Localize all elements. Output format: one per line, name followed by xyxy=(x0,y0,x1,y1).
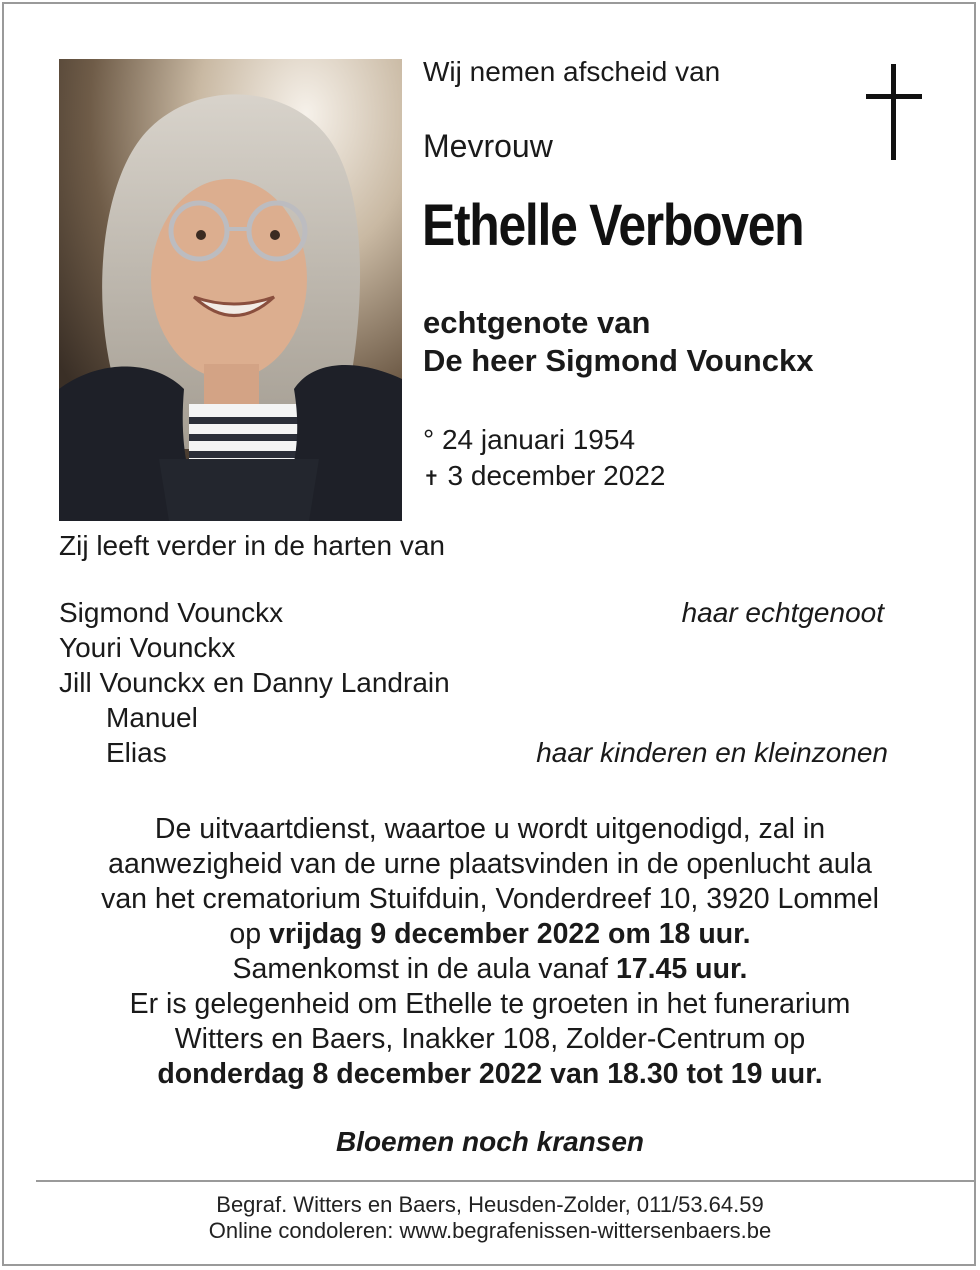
flowers-note: Bloemen noch kransen xyxy=(335,1126,645,1157)
honorific: Mevrouw xyxy=(423,128,553,164)
notice-line xyxy=(40,952,940,987)
spouse-line-1: echtgenote van xyxy=(423,305,651,340)
family-intro: Zij leeft verder in de harten van xyxy=(59,530,445,561)
notice-text: Samenkomst in de aula vanaf xyxy=(232,953,616,985)
portrait-photo xyxy=(59,59,402,521)
deceased-name: Ethelle Verboven xyxy=(422,193,804,258)
funeral-home-info: Begraf. Witters en Baers, Heusden-Zolder, 011/53.64.59 xyxy=(216,1192,764,1217)
family-member: Sigmond Vounckx xyxy=(59,597,284,628)
death-date-line xyxy=(423,458,665,497)
cross-icon xyxy=(866,64,922,160)
funeral-notice xyxy=(40,812,940,1092)
notice-line: De uitvaartdienst, waartoe u wordt uitgenodigd, zal in xyxy=(154,813,826,845)
family-role: haar echtgenoot xyxy=(681,597,884,628)
birth-date: ° 24 januari 1954 xyxy=(423,424,636,455)
visitation-datetime: donderdag 8 december 2022 van 18.30 tot 19 uur. xyxy=(157,1058,823,1090)
notice-line xyxy=(40,1057,940,1092)
notice-line: van het crematorium Stuifduin, Vonderdreef 10, 3920 Lommel xyxy=(101,883,879,915)
notice-line: Witters en Baers, Inakker 108, Zolder-Centrum op xyxy=(174,1023,806,1055)
dates-block xyxy=(423,422,665,497)
death-cross-icon: ✝ xyxy=(423,468,440,490)
spouse-block xyxy=(423,304,813,380)
footer-divider xyxy=(36,1180,974,1182)
gathering-time: 17.45 uur. xyxy=(615,953,748,985)
family-member: Manuel xyxy=(106,702,198,733)
notice-line xyxy=(40,917,940,952)
death-date: 3 december 2022 xyxy=(439,460,666,491)
notice-line: aanwezigheid van de urne plaatsvinden in de openlucht aula xyxy=(108,848,872,880)
notice-line: Er is gelegenheid om Ethelle te groeten in het funerarium xyxy=(129,988,851,1020)
family-role: haar kinderen en kleinzonen xyxy=(536,737,888,768)
notice-text: op xyxy=(229,918,270,950)
family-member: Elias xyxy=(106,737,167,768)
condolence-link[interactable]: Online condoleren: www.begrafenissen-wittersenbaers.be xyxy=(208,1218,772,1243)
intro-text: Wij nemen afscheid van xyxy=(423,56,721,87)
family-member: Jill Vounckx en Danny Landrain xyxy=(59,667,450,698)
service-datetime: vrijdag 9 december 2022 om 18 uur. xyxy=(269,918,751,950)
spouse-line-2: De heer Sigmond Vounckx xyxy=(423,343,814,378)
family-member: Youri Vounckx xyxy=(59,632,236,663)
